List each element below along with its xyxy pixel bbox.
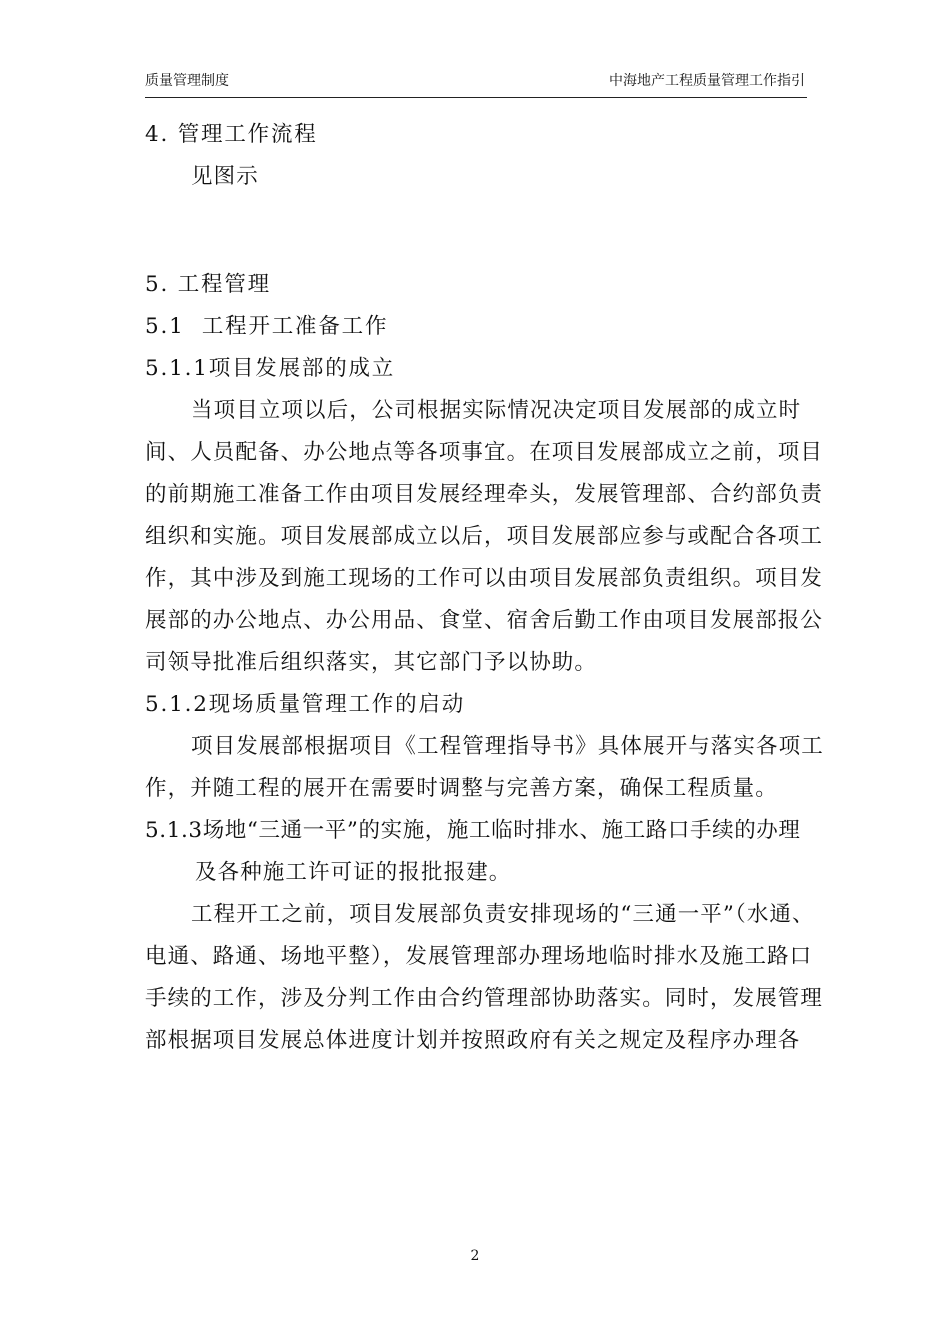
- paragraph-line: 展部的办公地点、办公用品、食堂、宿舍后勤工作由项目发展部报公: [145, 608, 824, 633]
- section-5-heading: 5. 工程管理: [145, 272, 271, 297]
- document-body: [145, 114, 824, 1062]
- paragraph-line: 间、人员配备、办公地点等各项事宜。在项目发展部成立之前，项目: [145, 440, 824, 465]
- paragraph-line: 作，其中涉及到施工现场的工作可以由项目发展部负责组织。项目发: [145, 566, 824, 591]
- spacer: [145, 198, 810, 264]
- section-5-1-3-heading-cont: 及各种施工许可证的报批报建。: [195, 860, 512, 885]
- section-5-1-2-heading: 5.1.2现场质量管理工作的启动: [145, 692, 466, 717]
- paragraph-5-1-3: [145, 894, 824, 1062]
- paragraph-line: 工程开工之前，项目发展部负责安排现场的“三通一平”（水通、: [191, 902, 815, 927]
- section-4-text: 见图示: [191, 164, 259, 189]
- section-5-1-3-heading: 5.1.3场地“三通一平”的实施，施工临时排水、施工路口手续的办理: [145, 818, 801, 843]
- page-header: [145, 70, 805, 94]
- page-number: 2: [470, 1248, 480, 1264]
- paragraph-line: 电通、路通、场地平整），发展管理部办理场地临时排水及施工路口: [145, 944, 813, 969]
- section-5-1-1-heading: 5.1.1项目发展部的成立: [145, 356, 396, 381]
- paragraph-line: 司领导批准后组织落实，其它部门予以协助。: [145, 650, 598, 675]
- paragraph-line: 的前期施工准备工作由项目发展经理牵头，发展管理部、合约部负责: [145, 482, 824, 507]
- header-guide-title: 中海地产工程质量管理工作指引: [609, 73, 805, 89]
- paragraph-line: 项目发展部根据项目《工程管理指导书》具体展开与落实各项工: [191, 734, 824, 759]
- paragraph-line: 当项目立项以后，公司根据实际情况决定项目发展部的成立时: [191, 398, 802, 423]
- paragraph-line: 手续的工作，涉及分判工作由合约管理部协助落实。同时，发展管理: [145, 986, 824, 1011]
- paragraph-line: 部根据项目发展总体进度计划并按照政府有关之规定及程序办理各: [145, 1028, 801, 1053]
- paragraph-line: 组织和实施。项目发展部成立以后，项目发展部应参与或配合各项工: [145, 524, 824, 549]
- section-4-heading: 4. 管理工作流程: [145, 122, 318, 147]
- paragraph-5-1-2: [145, 726, 824, 810]
- header-document-title: 质量管理制度: [145, 73, 229, 89]
- section-5-1-heading: 5.1 工程开工准备工作: [145, 314, 389, 339]
- header-rule: [145, 97, 807, 98]
- paragraph-line: 作，并随工程的展开在需要时调整与完善方案，确保工程质量。: [145, 776, 778, 801]
- paragraph-5-1-1: [145, 390, 824, 684]
